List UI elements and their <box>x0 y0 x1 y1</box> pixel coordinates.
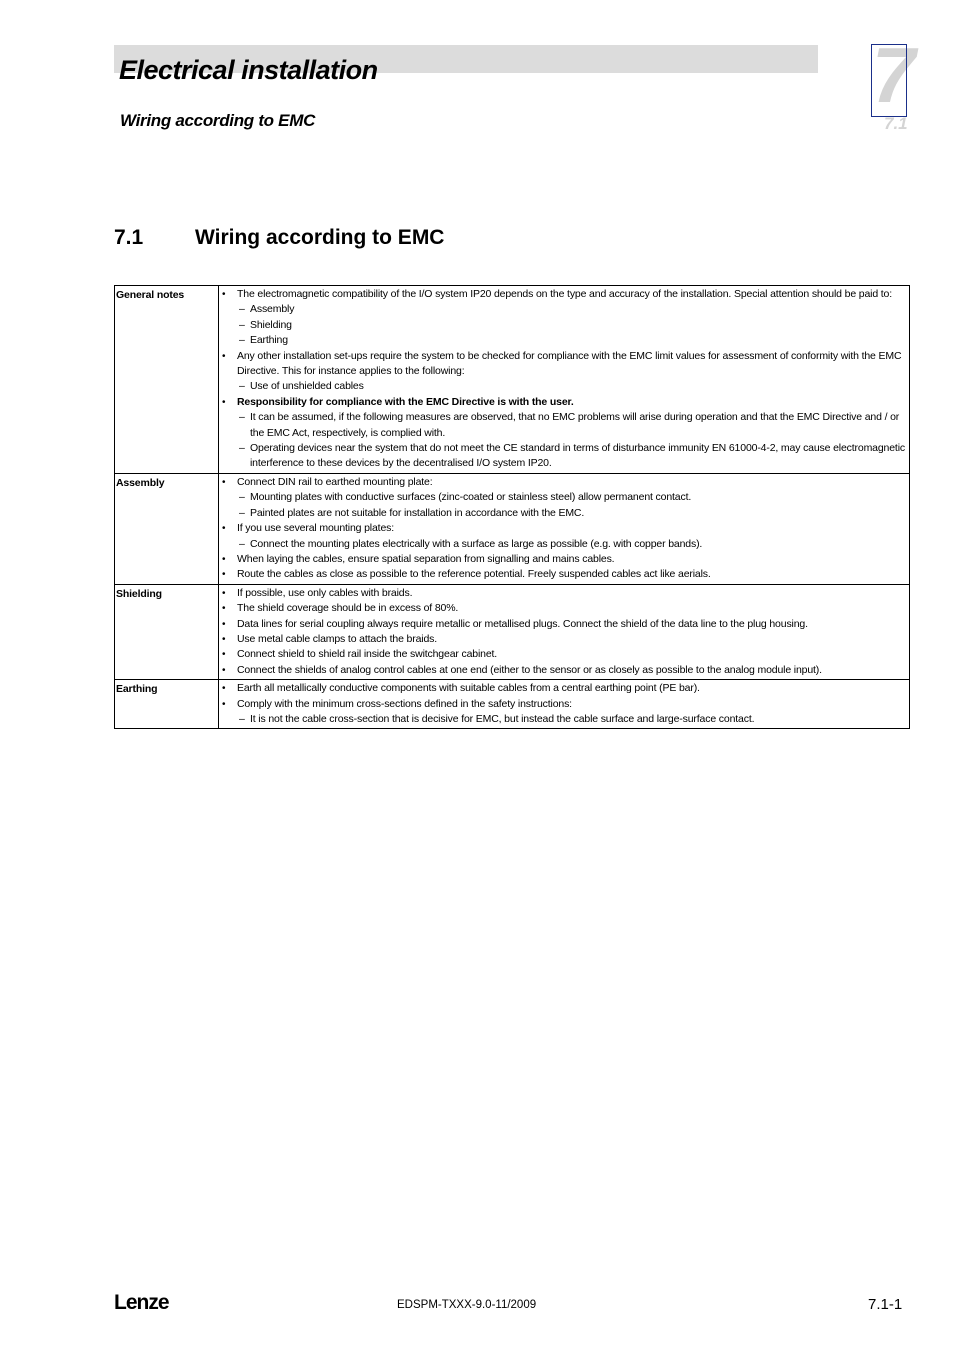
sub-item: – Mounting plates with conductive surfaces (zinc-coated or stainless steel) allow permanent contact. <box>237 490 905 505</box>
bullet-text: Earth all metallically conductive components with suitable cables from a central earthing point (PE bar). <box>237 682 700 695</box>
sub-item: – Assembly <box>237 302 905 317</box>
bullet-text: Route the cables as close as possible to the reference potential. Freely suspended cables act like aerials. <box>237 568 711 581</box>
bullet-item <box>220 521 905 552</box>
chapter-number: 7 <box>872 31 916 119</box>
bullet-item <box>220 632 905 647</box>
chapter-subtitle: Wiring according to EMC <box>120 111 316 130</box>
row-label: Shielding <box>115 584 219 679</box>
bullet-item <box>220 567 905 582</box>
row-content <box>219 584 910 679</box>
sub-list <box>237 379 905 394</box>
bullet-text: Use metal cable clamps to attach the braids. <box>237 632 438 645</box>
bullet-item <box>220 617 905 632</box>
bullet-item <box>220 663 905 678</box>
row-label: Assembly <box>115 473 219 584</box>
table-row <box>115 473 910 584</box>
bullet-text: If you use several mounting plates: <box>237 522 395 535</box>
bullet-item <box>220 681 905 696</box>
section-number: 7.1 <box>114 226 144 249</box>
bullet-item <box>220 349 905 395</box>
chapter-marker-box <box>871 44 907 117</box>
table-row <box>115 584 910 679</box>
sub-item: – Use of unshielded cables <box>237 379 905 394</box>
sub-list <box>237 302 905 348</box>
row-content <box>219 680 910 729</box>
sub-item: – Shielding <box>237 318 905 333</box>
sub-item: – Earthing <box>237 333 905 348</box>
bullet-item <box>220 601 905 616</box>
sub-list <box>237 410 905 472</box>
chapter-sub-number: 7.1 <box>884 114 908 133</box>
bullet-text: Connect DIN rail to earthed mounting plate: <box>237 475 433 488</box>
bullet-item <box>220 395 905 472</box>
bullet-list <box>220 287 905 472</box>
bullet-text: Comply with the minimum cross-sections defined in the safety instructions: <box>237 697 572 710</box>
row-content <box>219 286 910 474</box>
bullet-text: The electromagnetic compatibility of the I/O system IP20 depends on the type and accuracy of the installation. Special attention should be paid to: <box>237 288 893 300</box>
bullet-item <box>220 647 905 662</box>
emc-table-body <box>115 286 910 729</box>
sub-item: – Connect the mounting plates electrically with a surface as large as possible (e.g. with copper bands). <box>237 537 905 552</box>
bullet-text: Data lines for serial coupling always require metallic or metallised plugs. Connect the shield of the data line to the plug housing. <box>237 617 808 630</box>
sub-list <box>237 490 905 521</box>
bullet-item <box>220 552 905 567</box>
bullet-item <box>220 475 905 521</box>
table-row <box>115 680 910 729</box>
row-label: General notes <box>115 286 219 474</box>
bullet-item <box>220 697 905 728</box>
row-content <box>219 473 910 584</box>
bullet-text: The shield coverage should be in excess of 80%. <box>237 602 459 615</box>
document-id: EDSPM-TXXX-9.0-11/2009 <box>397 1299 537 1311</box>
section-heading <box>114 226 444 250</box>
bullet-text: If possible, use only cables with braids. <box>237 586 413 599</box>
bullet-text: Any other installation set-ups require the system to be checked for compliance with the EMC limit values for assessment of conformity with the EMC Directive. This for instance applies to the following: <box>237 349 902 378</box>
chapter-title: Electrical installation <box>119 55 378 85</box>
sub-list <box>237 712 905 727</box>
bullet-text: Responsibility for compliance with the EMC Directive is with the user. <box>237 395 574 408</box>
bullet-item <box>220 586 905 601</box>
sub-item: – It can be assumed, if the following measures are observed, that no EMC problems will arise during operation and that the EMC Directive and / or the EMC Act, respectively, is complied with. <box>237 410 905 441</box>
section-title: Wiring according to EMC <box>195 226 445 249</box>
table-row <box>115 286 910 474</box>
lenze-logo: Lenze <box>114 1291 169 1314</box>
emc-table <box>114 285 910 729</box>
sub-item: – It is not the cable cross-section that is decisive for EMC, but instead the cable surface and large-surface contact. <box>237 712 905 727</box>
row-label: Earthing <box>115 680 219 729</box>
bullet-text: When laying the cables, ensure spatial separation from signalling and mains cables. <box>237 552 615 565</box>
page-number: 7.1-1 <box>868 1296 903 1313</box>
sub-list <box>237 537 905 552</box>
bullet-list <box>220 586 905 678</box>
bullet-text: Connect shield to shield rail inside the switchgear cabinet. <box>237 648 498 661</box>
bullet-text: Connect the shields of analog control cables at one end (either to the sensor or as closely as possible to the analog module input). <box>237 663 822 676</box>
bullet-item <box>220 287 905 349</box>
bullet-list <box>220 475 905 583</box>
sub-item: – Painted plates are not suitable for installation in accordance with the EMC. <box>237 506 905 521</box>
bullet-list <box>220 681 905 727</box>
sub-item: – Operating devices near the system that do not meet the CE standard in terms of disturbance immunity EN 61000-4-2, may cause electromagnetic interference to these devices by the decentralised I/O system IP20. <box>237 441 905 472</box>
